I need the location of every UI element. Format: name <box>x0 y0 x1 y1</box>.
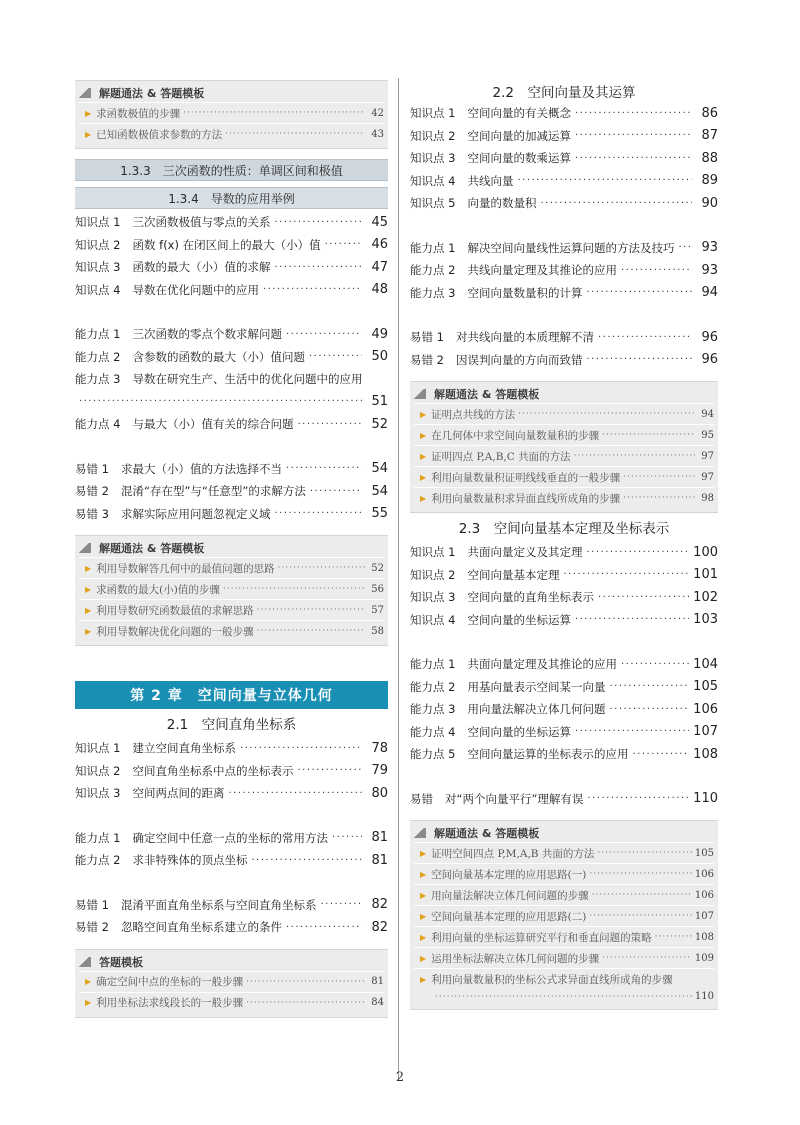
template-entry[interactable]: ▶ 证明空间四点 P,M,A,B 共面的方法 ····· 105 <box>414 842 714 863</box>
triangle-bullet-icon: ▶ <box>420 890 427 900</box>
toc-entry[interactable]: 易错 2 忽略空间直角坐标系建立的条件 ····· 82 <box>75 916 388 939</box>
toc-entry[interactable]: 能力点 1 确定空间中任意一点的坐标的常用方法 ····· 81 <box>75 827 388 850</box>
toc-entry[interactable]: 知识点 1 建立空间直角坐标系 ····· 78 <box>75 737 388 760</box>
box-title: 答题模板 <box>99 955 143 969</box>
template-entry[interactable]: ▶ 利用坐标法求线段长的一般步骤 ····· 84 <box>79 992 384 1013</box>
toc-entry[interactable]: 知识点 4 共线向量 ····· 89 <box>410 170 718 193</box>
section-heading[interactable]: 2.2 空间向量及其运算 <box>492 85 636 101</box>
toc-entry[interactable]: 能力点 3 空间向量数量积的计算 ····· 94 <box>410 282 718 305</box>
section-heading[interactable]: 2.3 空间向量基本定理及坐标表示 <box>458 521 670 537</box>
toc-entry[interactable]: 易错 1 混淆平面直角坐标系与空间直角坐标系 ····· 82 <box>75 894 388 917</box>
corner-icon <box>79 88 91 98</box>
toc-entry[interactable]: 能力点 4 与最大（小）值有关的综合问题 ····· 52 <box>75 413 388 436</box>
corner-icon <box>79 957 91 967</box>
toc-entry[interactable]: 能力点 1 解决空间向量线性运算问题的方法及技巧 ····· 93 <box>410 237 718 260</box>
toc-entry[interactable]: 能力点 3 用向量法解决立体几何问题 ····· 106 <box>410 698 718 721</box>
template-entry[interactable]: ▶ 利用向量的坐标运算研究平行和垂直问题的策略 ····· 108 <box>414 926 714 947</box>
triangle-bullet-icon: ▶ <box>420 953 427 963</box>
template-entry[interactable]: ▶ 运用坐标法解决立体几何问题的步骤 ····· 109 <box>414 947 714 968</box>
toc-entry[interactable]: 能力点 4 空间向量的坐标运算 ····· 107 <box>410 721 718 744</box>
section-heading[interactable]: 1.3.3 三次函数的性质：单调区间和极值 <box>75 159 388 181</box>
triangle-bullet-icon: ▶ <box>420 409 427 419</box>
triangle-bullet-icon: ▶ <box>420 430 427 440</box>
template-entry[interactable]: ▶ 利用导数解答几何中的最值问题的思路 ····· 52 <box>79 557 384 578</box>
triangle-bullet-icon: ▶ <box>420 911 427 921</box>
template-entry[interactable]: ▶ 利用导数解决优化问题的一般步骤 ····· 58 <box>79 620 384 641</box>
toc-entry[interactable]: 知识点 4 导数在优化问题中的应用 ····· 48 <box>75 279 388 302</box>
toc-entry[interactable]: 知识点 2 函数 f(x) 在闭区间上的最大（小）值 ····· 46 <box>75 234 388 257</box>
triangle-bullet-icon: ▶ <box>85 584 92 594</box>
toc-entry[interactable]: 知识点 2 空间向量的加减运算 ····· 87 <box>410 125 718 148</box>
section-heading[interactable]: 2.1 空间直角坐标系 <box>166 717 297 733</box>
template-entry[interactable]: ▶ 空间向量基本定理的应用思路(二) ····· 107 <box>414 905 714 926</box>
template-entry[interactable]: ▶ 证明四点 P,A,B,C 共面的方法 ····· 97 <box>414 445 714 466</box>
corner-icon <box>414 828 426 838</box>
chapter-banner[interactable]: 第 2 章 空间向量与立体几何 <box>75 681 388 709</box>
template-entry[interactable]: ▶ 利用向量数量积求异面直线所成角的步骤 ····· 98 <box>414 487 714 508</box>
corner-icon <box>414 389 426 399</box>
triangle-bullet-icon: ▶ <box>420 451 427 461</box>
toc-entry[interactable]: 易错 2 因误判向量的方向而致错 ····· 96 <box>410 349 718 372</box>
toc-entry[interactable]: 易错 2 混淆“存在型”与“任意型”的求解方法 ····· 54 <box>75 480 388 503</box>
column-divider <box>398 78 399 1080</box>
toc-entry[interactable]: 知识点 2 空间向量基本定理 ····· 101 <box>410 564 718 587</box>
toc-entry[interactable]: 能力点 5 空间向量运算的坐标表示的应用 ····· 108 <box>410 743 718 766</box>
triangle-bullet-icon: ▶ <box>85 626 92 636</box>
toc-entry[interactable]: 知识点 3 空间向量的直角坐标表示 ····· 102 <box>410 586 718 609</box>
toc-entry[interactable]: 能力点 2 共线向量定理及其推论的应用 ····· 93 <box>410 259 718 282</box>
toc-entry[interactable]: 能力点 2 用基向量表示空间某一向量 ····· 105 <box>410 676 718 699</box>
right-column <box>410 80 718 1010</box>
template-box <box>75 949 388 1018</box>
toc-entry[interactable]: 知识点 3 空间向量的数乘运算 ····· 88 <box>410 147 718 170</box>
template-entry[interactable]: ▶ 求函数极值的步骤 ····· 42 <box>79 102 384 123</box>
corner-icon <box>79 543 91 553</box>
toc-entry[interactable]: 知识点 3 空间两点间的距离 ····· 80 <box>75 782 388 805</box>
template-box <box>75 535 388 646</box>
toc-entry[interactable]: 易错 1 求最大（小）值的方法选择不当 ····· 54 <box>75 458 388 481</box>
triangle-bullet-icon: ▶ <box>85 129 92 139</box>
toc-entry[interactable]: 知识点 2 空间直角坐标系中点的坐标表示 ····· 79 <box>75 760 388 783</box>
section-heading[interactable]: 1.3.4 导数的应用举例 <box>75 187 388 209</box>
toc-entry[interactable]: 易错 1 对共线向量的本质理解不清 ····· 96 <box>410 326 718 349</box>
toc-entry[interactable]: 易错 3 求解实际应用问题忽视定义域 ····· 55 <box>75 503 388 526</box>
template-entry[interactable]: ▶ 空间向量基本定理的应用思路(一) ····· 106 <box>414 863 714 884</box>
toc-entry-continued[interactable]: ····· 51 <box>75 391 388 414</box>
triangle-bullet-icon: ▶ <box>420 493 427 503</box>
box-title: 解题通法 & 答题模板 <box>99 87 205 100</box>
template-box <box>75 80 388 149</box>
toc-entry[interactable]: 能力点 1 三次函数的零点个数求解问题 ····· 49 <box>75 323 388 346</box>
page-number: 2 <box>395 1070 405 1085</box>
toc-entry[interactable]: 知识点 1 三次函数极值与零点的关系 ····· 45 <box>75 211 388 234</box>
template-box <box>410 820 718 1010</box>
box-title: 解题通法 & 答题模板 <box>434 388 540 401</box>
toc-entry[interactable]: 能力点 3 导数在研究生产、生活中的优化问题中的应用 <box>75 372 363 387</box>
triangle-bullet-icon: ▶ <box>85 977 92 986</box>
toc-entry[interactable]: 能力点 2 含参数的函数的最大（小）值问题 ····· 50 <box>75 346 388 369</box>
toc-entry[interactable]: 知识点 5 向量的数量积 ····· 90 <box>410 192 718 215</box>
template-entry[interactable]: ▶ 已知函数极值求参数的方法 ····· 43 <box>79 123 384 144</box>
triangle-bullet-icon: ▶ <box>420 869 427 879</box>
template-entry[interactable]: ▶ 利用向量数量积的坐标公式求异面直线所成角的步骤 ····· 110 <box>414 968 714 1005</box>
template-entry[interactable]: ▶ 在几何体中求空间向量数量积的步骤 ····· 95 <box>414 424 714 445</box>
toc-entry[interactable]: 知识点 4 空间向量的坐标运算 ····· 103 <box>410 609 718 632</box>
triangle-bullet-icon: ▶ <box>420 472 427 482</box>
template-box <box>410 381 718 513</box>
template-entry[interactable]: ▶ 用向量法解决立体几何问题的步骤 ····· 106 <box>414 884 714 905</box>
triangle-bullet-icon: ▶ <box>420 848 427 858</box>
triangle-bullet-icon: ▶ <box>420 932 427 942</box>
template-entry[interactable]: ▶ 证明点共线的方法 ····· 94 <box>414 403 714 424</box>
toc-entry[interactable]: 能力点 1 共面向量定理及其推论的应用 ····· 104 <box>410 653 718 676</box>
toc-entry[interactable]: 知识点 1 共面向量定义及其定理 ····· 100 <box>410 541 718 564</box>
template-entry[interactable]: ▶ 利用向量数量积证明线线垂直的一般步骤 ····· 97 <box>414 466 714 487</box>
template-entry[interactable]: ▶ 求函数的最大(小)值的步骤 ····· 56 <box>79 578 384 599</box>
left-column <box>75 80 388 1018</box>
triangle-bullet-icon: ▶ <box>420 975 427 984</box>
triangle-bullet-icon: ▶ <box>85 563 92 573</box>
triangle-bullet-icon: ▶ <box>85 998 92 1007</box>
box-title: 解题通法 & 答题模板 <box>99 542 205 555</box>
toc-entry[interactable]: 知识点 3 函数的最大（小）值的求解 ····· 47 <box>75 256 388 279</box>
template-entry[interactable]: ▶ 确定空间中点的坐标的一般步骤 ····· 81 <box>79 971 384 992</box>
toc-entry[interactable]: 能力点 2 求非特殊体的顶点坐标 ····· 81 <box>75 849 388 872</box>
template-entry[interactable]: ▶ 利用导数研究函数最值的求解思路 ····· 57 <box>79 599 384 620</box>
toc-entry[interactable]: 知识点 1 空间向量的有关概念 ····· 86 <box>410 102 718 125</box>
box-title: 解题通法 & 答题模板 <box>434 827 540 840</box>
triangle-bullet-icon: ▶ <box>85 605 92 615</box>
triangle-bullet-icon: ▶ <box>85 108 92 118</box>
toc-entry[interactable]: 易错 对“两个向量平行”理解有误 ····· 110 <box>410 788 718 811</box>
